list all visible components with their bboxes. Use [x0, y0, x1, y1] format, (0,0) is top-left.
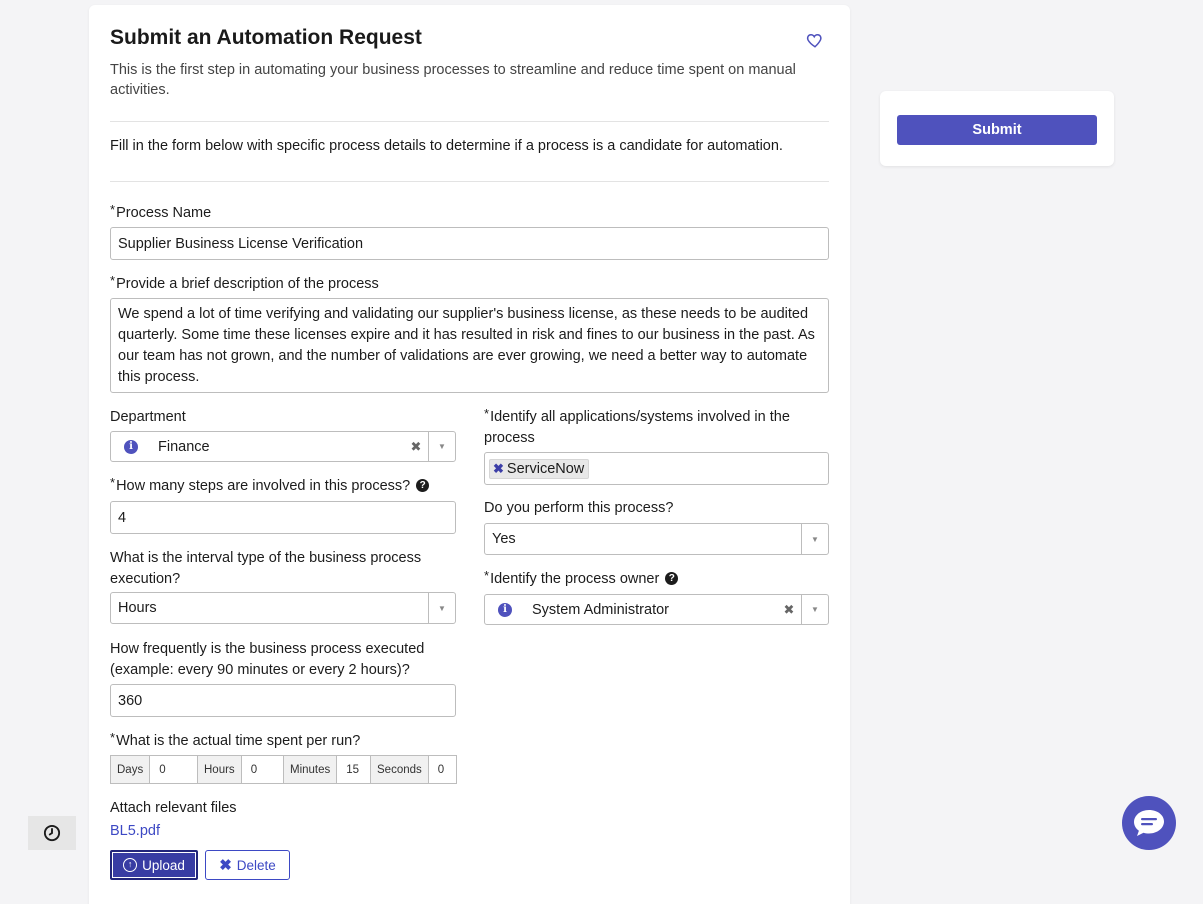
interval-type-select[interactable] [110, 592, 456, 624]
frequency-value: 360 [118, 692, 143, 709]
upload-button-label: Upload [142, 857, 185, 873]
steps-input[interactable] [110, 501, 456, 534]
time-per-run-label-text: What is the actual time spent per run? [116, 733, 361, 749]
request-form-card [89, 5, 850, 904]
seconds-segment [370, 755, 457, 784]
clear-icon[interactable]: ✖ [410, 438, 422, 454]
applications-label-text: Identify all applications/systems involved in the process [484, 409, 790, 446]
divider [110, 181, 829, 182]
perform-label: Do you perform this process? [484, 500, 674, 516]
applications-label [484, 407, 824, 449]
interval-type-value: Hours [118, 600, 157, 616]
submit-button[interactable]: Submit [897, 115, 1097, 145]
days-segment [110, 755, 198, 784]
clear-icon[interactable]: ✖ [783, 601, 795, 617]
chat-button[interactable] [1122, 796, 1176, 850]
upload-icon: ↑ [123, 858, 137, 872]
steps-value: 4 [118, 509, 127, 526]
process-owner-label-text: Identify the process owner [490, 571, 660, 587]
applications-input[interactable] [484, 452, 829, 485]
chevron-down-icon[interactable]: ▼ [801, 595, 828, 624]
process-owner-value: System Administrator [532, 601, 669, 618]
frequency-input[interactable] [110, 684, 456, 717]
days-input[interactable]: 0 [150, 756, 197, 783]
description-label-text: Provide a brief description of the process [116, 276, 379, 292]
page-title: Submit an Automation Request [110, 26, 422, 49]
seconds-input[interactable]: 0 [429, 756, 456, 783]
perform-value: Yes [492, 531, 516, 547]
required-marker: * [484, 406, 490, 421]
interval-type-label: What is the interval type of the business process execution? [110, 550, 422, 587]
upload-button[interactable] [110, 850, 198, 880]
chat-bubble-icon [1132, 808, 1166, 838]
clock-icon [43, 824, 61, 842]
time-per-run-label [110, 731, 360, 752]
process-name-label-text: Process Name [116, 205, 212, 221]
process-owner-select[interactable] [484, 594, 829, 625]
delete-button[interactable] [205, 850, 290, 880]
question-circle-icon[interactable]: ? [416, 479, 429, 492]
application-tag-label: ServiceNow [506, 460, 585, 477]
steps-label-text: How many steps are involved in this process? [116, 478, 411, 494]
required-marker: * [484, 568, 490, 583]
hours-label: Hours [198, 756, 242, 783]
process-name-value: Supplier Business License Verification [118, 235, 364, 252]
required-marker: * [110, 273, 116, 288]
minutes-input[interactable]: 15 [337, 756, 370, 783]
chevron-down-icon[interactable]: ▼ [801, 524, 828, 554]
info-circle-icon[interactable]: i [124, 440, 138, 454]
question-circle-icon[interactable]: ? [665, 572, 678, 585]
department-select[interactable] [110, 431, 456, 462]
description-textarea[interactable] [110, 298, 829, 393]
hours-segment [197, 755, 284, 784]
frequency-label: How frequently is the business process executed (example: every 90 minutes or every 2 hours)? [110, 641, 425, 678]
attachments-label: Attach relevant files [110, 800, 237, 816]
duration-input-group [110, 755, 456, 784]
remove-tag-icon[interactable]: ✖ [493, 460, 504, 476]
required-marker: * [110, 475, 116, 490]
perform-select[interactable] [484, 523, 829, 555]
page-subtitle: This is the first step in automating your business processes to streamline and reduce time spent on manual activities. [110, 62, 796, 98]
required-marker: * [110, 730, 116, 745]
process-name-input[interactable] [110, 227, 829, 260]
process-owner-label [484, 569, 678, 590]
application-tag [489, 459, 589, 479]
description-label [110, 274, 379, 295]
minutes-segment [283, 755, 371, 784]
divider [110, 121, 829, 122]
chevron-down-icon[interactable]: ▼ [428, 432, 455, 461]
info-circle-icon[interactable]: i [498, 603, 512, 617]
form-intro: Fill in the form below with specific process details to determine if a process is a candidate for automation. [110, 138, 783, 154]
required-marker: * [110, 202, 116, 217]
heart-icon[interactable] [806, 31, 824, 49]
hours-input[interactable]: 0 [242, 756, 283, 783]
process-name-label [110, 203, 211, 224]
days-label: Days [111, 756, 150, 783]
seconds-label: Seconds [371, 756, 429, 783]
steps-label [110, 476, 429, 497]
minutes-label: Minutes [284, 756, 337, 783]
chevron-down-icon[interactable]: ▼ [428, 593, 455, 623]
delete-button-label: Delete [236, 857, 276, 873]
clock-button[interactable] [28, 816, 76, 850]
close-icon: ✖ [219, 857, 232, 874]
description-value: We spend a lot of time verifying and validating our supplier's business license, as these needs to be audited quarterly. Some time these licenses expire and it has resulted in risk and fines to our business in the past. As our team has not grown, and the number of validations are ever growing, we need a better way to automate this process. [118, 306, 815, 385]
attached-file-link[interactable]: BL5.pdf [110, 823, 160, 839]
department-label: Department [110, 409, 186, 425]
submit-panel [880, 91, 1114, 166]
department-value: Finance [158, 438, 210, 455]
